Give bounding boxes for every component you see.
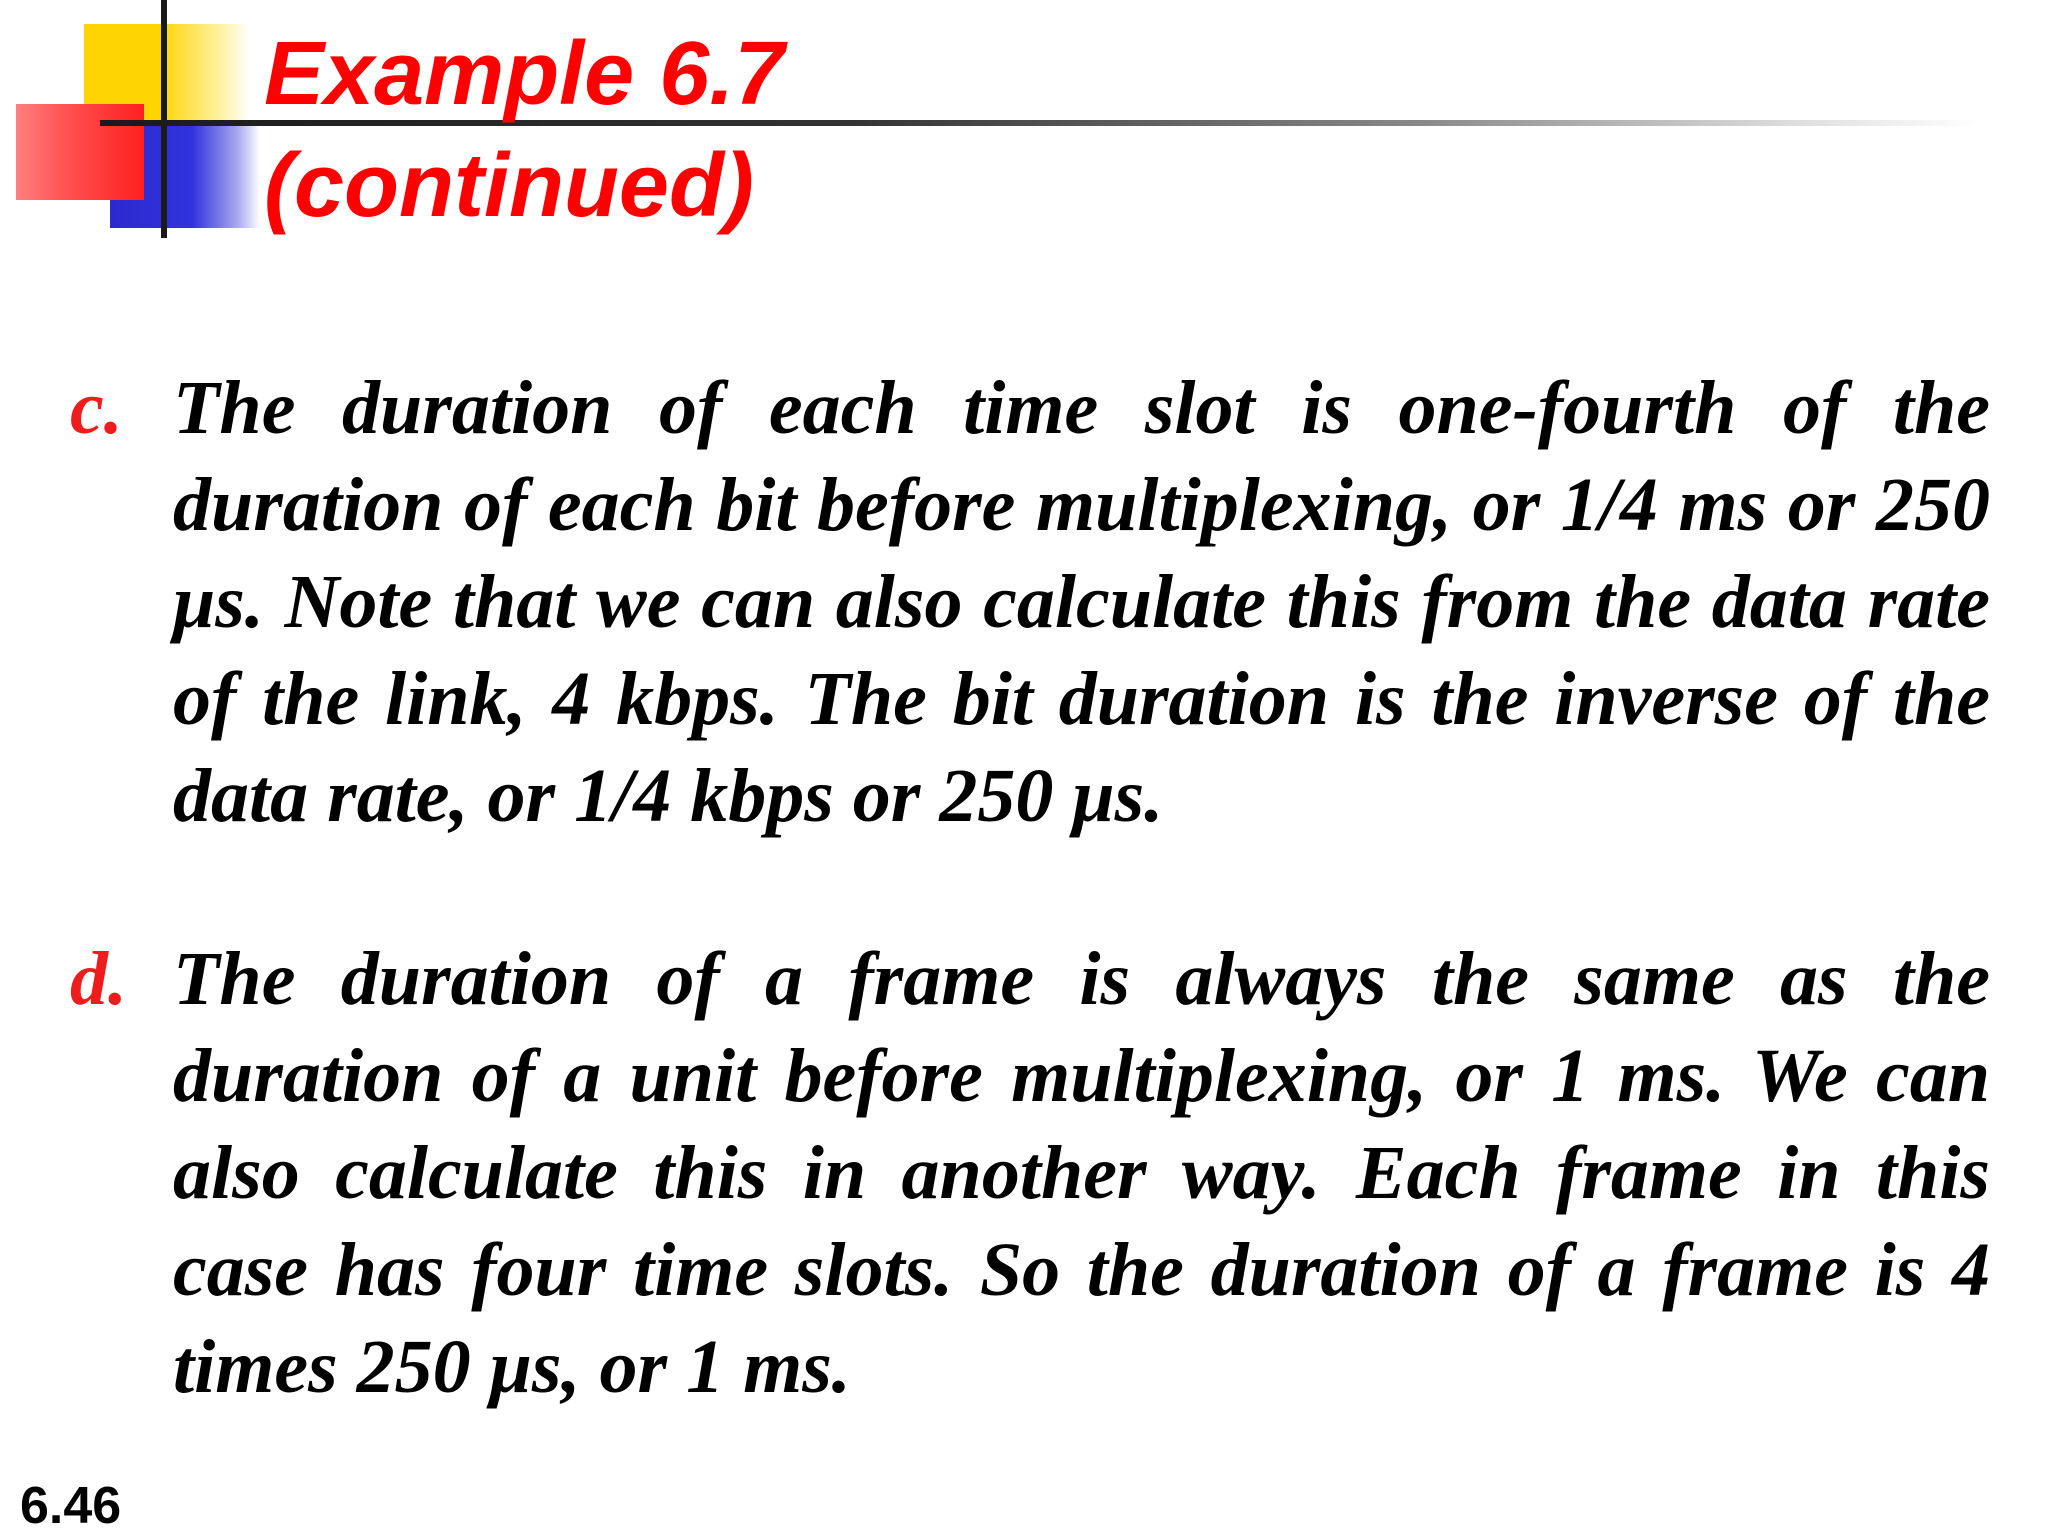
paragraph-text: The duration of a frame is always the same as the duration of a unit before multiplexing, or 1 ms. We can also calculate this in another way. Each frame in this case has four time slots. So the duration of a frame is 4 times 250 μs, or 1 ms. — [173, 937, 1990, 1409]
slide-page-number: 6.46 — [20, 1477, 122, 1535]
slide-body — [70, 360, 1990, 1416]
paragraph-marker: d. — [70, 937, 127, 1021]
paragraph-marker: c. — [70, 366, 123, 450]
slide-title-line1: Example 6.7 — [264, 24, 785, 124]
deco-red-square — [16, 104, 144, 200]
paragraph-c — [70, 360, 1990, 845]
deco-vertical-line — [161, 0, 167, 238]
slide-title-line2: (continued) — [264, 136, 754, 236]
paragraph-text: The duration of each time slot is one-fourth of the duration of each bit before multiplexing, or 1/4 ms or 250 μs. Note that we can also calculate this from the data rate of the link, 4 kbps. The bit duration is the inverse of the data rate, or 1/4 kbps or 250 μs. — [173, 366, 1990, 838]
slide-title — [264, 18, 784, 242]
paragraph-d — [70, 931, 1990, 1416]
